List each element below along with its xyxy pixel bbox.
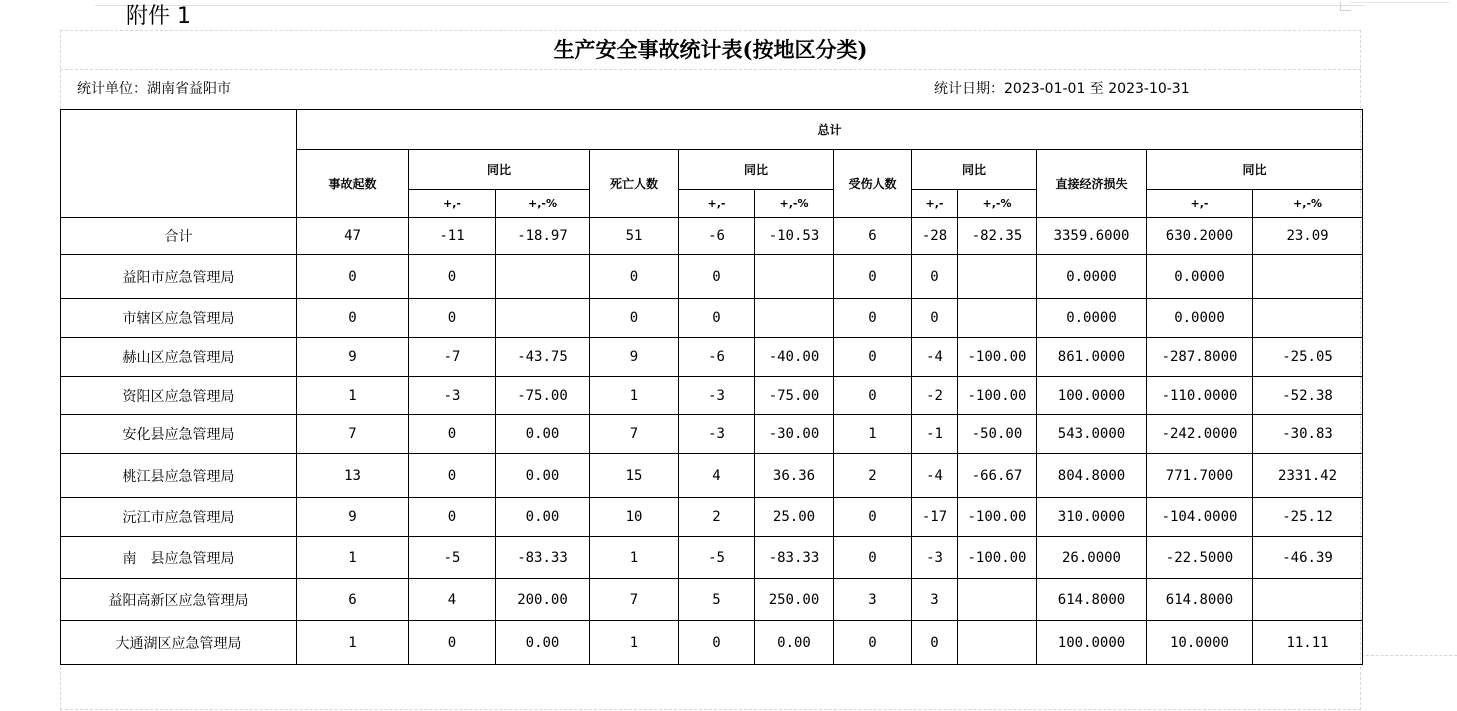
injuries-cell: 0 bbox=[834, 537, 912, 579]
injuries-diff-cell: 3 bbox=[912, 579, 958, 621]
title-separator bbox=[60, 69, 1361, 70]
margin-guide-line bbox=[1361, 655, 1457, 656]
accidents-cell: 9 bbox=[297, 498, 409, 537]
deaths-diff-header: +,- bbox=[679, 190, 755, 218]
accidents-diff-cell: -3 bbox=[409, 377, 496, 415]
accidents-pct-cell: -18.97 bbox=[496, 218, 590, 255]
loss-diff-cell: -22.5000 bbox=[1147, 537, 1253, 579]
accidents-diff-cell: 0 bbox=[409, 498, 496, 537]
accidents-diff-cell: 0 bbox=[409, 621, 496, 665]
loss-pct-cell: -30.83 bbox=[1253, 415, 1363, 454]
deaths-diff-cell: 5 bbox=[679, 579, 755, 621]
region-cell: 桃江县应急管理局 bbox=[61, 454, 297, 498]
region-cell: 市辖区应急管理局 bbox=[61, 299, 297, 338]
deaths-cell: 1 bbox=[590, 537, 679, 579]
region-cell: 南 县应急管理局 bbox=[61, 537, 297, 579]
injuries-cell: 0 bbox=[834, 377, 912, 415]
top-rule bbox=[95, 5, 1365, 6]
loss-pct-header: +,-% bbox=[1253, 190, 1363, 218]
injuries-cell: 0 bbox=[834, 498, 912, 537]
loss-pct-cell: 11.11 bbox=[1253, 621, 1363, 665]
deaths-cell: 1 bbox=[590, 377, 679, 415]
loss-diff-cell: 771.7000 bbox=[1147, 454, 1253, 498]
accidents-pct-cell: 0.00 bbox=[496, 621, 590, 665]
accidents-diff-cell: 0 bbox=[409, 299, 496, 338]
accidents-pct-cell: 0.00 bbox=[496, 454, 590, 498]
loss-pct-cell bbox=[1253, 299, 1363, 338]
deaths-pct-cell: -40.00 bbox=[755, 338, 834, 377]
loss-pct-cell bbox=[1253, 579, 1363, 621]
injuries-cell: 1 bbox=[834, 415, 912, 454]
table-row bbox=[61, 255, 1363, 299]
injuries-diff-cell: -1 bbox=[912, 415, 958, 454]
injuries-cell: 6 bbox=[834, 218, 912, 255]
loss-cell: 26.0000 bbox=[1037, 537, 1147, 579]
loss-pct-cell: -52.38 bbox=[1253, 377, 1363, 415]
table-row bbox=[61, 299, 1363, 338]
header-row-1 bbox=[61, 110, 1363, 150]
deaths-pct-cell: 250.00 bbox=[755, 579, 834, 621]
accidents-diff-cell: 4 bbox=[409, 579, 496, 621]
injuries-diff-cell: -3 bbox=[912, 537, 958, 579]
injuries-pct-cell: -100.00 bbox=[958, 377, 1037, 415]
deaths-pct-cell: -30.00 bbox=[755, 415, 834, 454]
page-margin-line bbox=[1350, 2, 1450, 11]
region-cell: 安化县应急管理局 bbox=[61, 415, 297, 454]
deaths-diff-cell: 0 bbox=[679, 299, 755, 338]
injuries-pct-cell bbox=[958, 299, 1037, 338]
deaths-cell: 0 bbox=[590, 255, 679, 299]
deaths-header: 死亡人数 bbox=[590, 150, 679, 218]
accidents-cell: 1 bbox=[297, 377, 409, 415]
accidents-cell: 47 bbox=[297, 218, 409, 255]
injuries-pct-cell bbox=[958, 579, 1037, 621]
loss-diff-header: +,- bbox=[1147, 190, 1253, 218]
loss-diff-cell: 10.0000 bbox=[1147, 621, 1253, 665]
loss-diff-cell: -104.0000 bbox=[1147, 498, 1253, 537]
injuries-diff-cell: -2 bbox=[912, 377, 958, 415]
region-cell: 资阳区应急管理局 bbox=[61, 377, 297, 415]
region-cell: 赫山区应急管理局 bbox=[61, 338, 297, 377]
report-title: 生产安全事故统计表(按地区分类) bbox=[553, 37, 868, 62]
accidents-cell: 1 bbox=[297, 537, 409, 579]
deaths-pct-cell: -75.00 bbox=[755, 377, 834, 415]
accidents-diff-cell: -11 bbox=[409, 218, 496, 255]
table-row bbox=[61, 621, 1363, 665]
injuries-pct-cell: -66.67 bbox=[958, 454, 1037, 498]
injuries-cell: 0 bbox=[834, 299, 912, 338]
loss-pct-cell bbox=[1253, 255, 1363, 299]
deaths-diff-cell: 4 bbox=[679, 454, 755, 498]
table-row bbox=[61, 377, 1363, 415]
statistics-unit: 统计单位：湖南省益阳市 bbox=[77, 81, 231, 97]
table-row bbox=[61, 498, 1363, 537]
loss-yoy-header: 同比 bbox=[1147, 150, 1363, 190]
loss-cell: 0.0000 bbox=[1037, 299, 1147, 338]
accidents-diff-cell: -5 bbox=[409, 537, 496, 579]
deaths-cell: 7 bbox=[590, 415, 679, 454]
accidents-pct-cell: 0.00 bbox=[496, 498, 590, 537]
loss-cell: 804.8000 bbox=[1037, 454, 1147, 498]
accidents-diff-cell: 0 bbox=[409, 255, 496, 299]
statistics-date: 统计日期：2023-01-01 至 2023-10-31 bbox=[934, 81, 1190, 97]
injuries-pct-cell: -100.00 bbox=[958, 338, 1037, 377]
injuries-cell: 2 bbox=[834, 454, 912, 498]
total-header: 总计 bbox=[297, 110, 1363, 150]
injuries-diff-cell: -17 bbox=[912, 498, 958, 537]
table-row bbox=[61, 415, 1363, 454]
accidents-pct-cell: 0.00 bbox=[496, 415, 590, 454]
accidents-cell: 13 bbox=[297, 454, 409, 498]
loss-pct-cell: -46.39 bbox=[1253, 537, 1363, 579]
loss-header: 直接经济损失 bbox=[1037, 150, 1147, 218]
accidents-cell: 7 bbox=[297, 415, 409, 454]
region-header-cell bbox=[61, 110, 297, 218]
injuries-diff-header: +,- bbox=[912, 190, 958, 218]
deaths-cell: 10 bbox=[590, 498, 679, 537]
deaths-pct-cell bbox=[755, 255, 834, 299]
injuries-cell: 0 bbox=[834, 621, 912, 665]
loss-diff-cell: 0.0000 bbox=[1147, 255, 1253, 299]
injuries-diff-cell: 0 bbox=[912, 621, 958, 665]
accident-statistics-table bbox=[60, 109, 1363, 665]
loss-diff-cell: 614.8000 bbox=[1147, 579, 1253, 621]
loss-pct-cell: -25.05 bbox=[1253, 338, 1363, 377]
accidents-diff-cell: 0 bbox=[409, 415, 496, 454]
loss-cell: 614.8000 bbox=[1037, 579, 1147, 621]
injuries-pct-header: +,-% bbox=[958, 190, 1037, 218]
loss-cell: 0.0000 bbox=[1037, 255, 1147, 299]
injuries-cell: 0 bbox=[834, 338, 912, 377]
accidents-yoy-header: 同比 bbox=[409, 150, 590, 190]
loss-diff-cell: 630.2000 bbox=[1147, 218, 1253, 255]
loss-cell: 3359.6000 bbox=[1037, 218, 1147, 255]
accidents-diff-cell: -7 bbox=[409, 338, 496, 377]
deaths-pct-cell: 25.00 bbox=[755, 498, 834, 537]
deaths-cell: 51 bbox=[590, 218, 679, 255]
accidents-diff-cell: 0 bbox=[409, 454, 496, 498]
deaths-cell: 0 bbox=[590, 299, 679, 338]
deaths-diff-cell: -3 bbox=[679, 377, 755, 415]
accidents-pct-cell: -83.33 bbox=[496, 537, 590, 579]
total-row bbox=[61, 218, 1363, 255]
deaths-pct-cell: 0.00 bbox=[755, 621, 834, 665]
injuries-diff-cell: -28 bbox=[912, 218, 958, 255]
accidents-diff-header: +,- bbox=[409, 190, 496, 218]
deaths-cell: 1 bbox=[590, 621, 679, 665]
injuries-diff-cell: -4 bbox=[912, 338, 958, 377]
accidents-cell: 6 bbox=[297, 579, 409, 621]
injuries-pct-cell: -82.35 bbox=[958, 218, 1037, 255]
injuries-diff-cell: -4 bbox=[912, 454, 958, 498]
injuries-diff-cell: 0 bbox=[912, 299, 958, 338]
table-row bbox=[61, 537, 1363, 579]
loss-diff-cell: -110.0000 bbox=[1147, 377, 1253, 415]
accidents-cell: 0 bbox=[297, 255, 409, 299]
table-row bbox=[61, 579, 1363, 621]
injuries-header: 受伤人数 bbox=[834, 150, 912, 218]
table-row bbox=[61, 454, 1363, 498]
deaths-pct-cell: 36.36 bbox=[755, 454, 834, 498]
deaths-pct-header: +,-% bbox=[755, 190, 834, 218]
region-cell: 沅江市应急管理局 bbox=[61, 498, 297, 537]
accidents-cell: 1 bbox=[297, 621, 409, 665]
deaths-pct-cell bbox=[755, 299, 834, 338]
deaths-pct-cell: -10.53 bbox=[755, 218, 834, 255]
loss-cell: 861.0000 bbox=[1037, 338, 1147, 377]
accidents-pct-header: +,-% bbox=[496, 190, 590, 218]
injuries-pct-cell bbox=[958, 255, 1037, 299]
accidents-pct-cell bbox=[496, 255, 590, 299]
accidents-pct-cell: 200.00 bbox=[496, 579, 590, 621]
table-row bbox=[61, 338, 1363, 377]
deaths-diff-cell: -5 bbox=[679, 537, 755, 579]
injuries-pct-cell: -100.00 bbox=[958, 498, 1037, 537]
loss-cell: 100.0000 bbox=[1037, 621, 1147, 665]
loss-pct-cell: -25.12 bbox=[1253, 498, 1363, 537]
deaths-cell: 15 bbox=[590, 454, 679, 498]
loss-pct-cell: 23.09 bbox=[1253, 218, 1363, 255]
loss-pct-cell: 2331.42 bbox=[1253, 454, 1363, 498]
attachment-label: 附件 1 bbox=[126, 4, 191, 29]
loss-cell: 543.0000 bbox=[1037, 415, 1147, 454]
accidents-pct-cell bbox=[496, 299, 590, 338]
injuries-pct-cell: -50.00 bbox=[958, 415, 1037, 454]
accidents-pct-cell: -75.00 bbox=[496, 377, 590, 415]
injuries-pct-cell: -100.00 bbox=[958, 537, 1037, 579]
loss-diff-cell: -242.0000 bbox=[1147, 415, 1253, 454]
loss-diff-cell: -287.8000 bbox=[1147, 338, 1253, 377]
loss-cell: 100.0000 bbox=[1037, 377, 1147, 415]
loss-cell: 310.0000 bbox=[1037, 498, 1147, 537]
accidents-header: 事故起数 bbox=[297, 150, 409, 218]
region-cell: 益阳高新区应急管理局 bbox=[61, 579, 297, 621]
deaths-diff-cell: 0 bbox=[679, 255, 755, 299]
deaths-diff-cell: 0 bbox=[679, 621, 755, 665]
region-cell: 益阳市应急管理局 bbox=[61, 255, 297, 299]
region-cell: 合计 bbox=[61, 218, 297, 255]
deaths-cell: 9 bbox=[590, 338, 679, 377]
accidents-pct-cell: -43.75 bbox=[496, 338, 590, 377]
deaths-diff-cell: 2 bbox=[679, 498, 755, 537]
region-cell: 大通湖区应急管理局 bbox=[61, 621, 297, 665]
deaths-yoy-header: 同比 bbox=[679, 150, 834, 190]
loss-diff-cell: 0.0000 bbox=[1147, 299, 1253, 338]
injuries-diff-cell: 0 bbox=[912, 255, 958, 299]
deaths-diff-cell: -3 bbox=[679, 415, 755, 454]
deaths-diff-cell: -6 bbox=[679, 338, 755, 377]
injuries-cell: 0 bbox=[834, 255, 912, 299]
deaths-cell: 7 bbox=[590, 579, 679, 621]
accidents-cell: 9 bbox=[297, 338, 409, 377]
deaths-pct-cell: -83.33 bbox=[755, 537, 834, 579]
accidents-cell: 0 bbox=[297, 299, 409, 338]
deaths-diff-cell: -6 bbox=[679, 218, 755, 255]
injuries-pct-cell bbox=[958, 621, 1037, 665]
injuries-cell: 3 bbox=[834, 579, 912, 621]
injuries-yoy-header: 同比 bbox=[912, 150, 1037, 190]
